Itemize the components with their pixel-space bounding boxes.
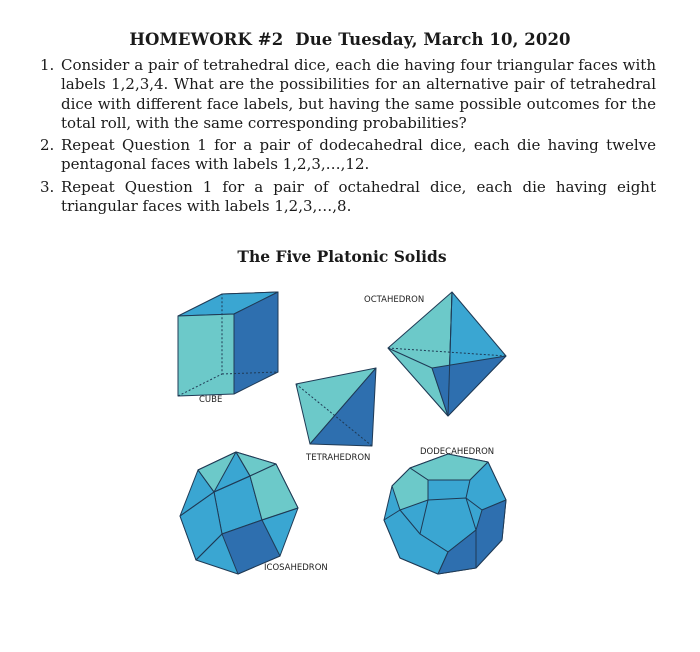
octahedron-label: OCTAHEDRON	[364, 295, 425, 305]
question-text: Repeat Question 1 for a pair of octahedral dice, each die having eight triangular faces with labels 1,2,3,…,8.	[61, 177, 656, 216]
cube-illustration	[178, 292, 278, 396]
question-item	[40, 136, 656, 175]
tetrahedron-label: TETRAHEDRON	[306, 453, 371, 463]
question-number: 2.	[40, 136, 55, 155]
question-number: 1.	[40, 56, 55, 74]
due-date: Due Tuesday, March 10, 2020	[295, 30, 571, 49]
question-list	[40, 56, 656, 219]
octahedron-illustration	[388, 292, 506, 416]
cube-label: CUBE	[199, 395, 223, 405]
homework-heading: HOMEWORK #2	[129, 30, 284, 49]
question-number: 3.	[40, 177, 55, 196]
icosahedron-illustration	[180, 452, 298, 574]
question-text: Consider a pair of tetrahedral dice, each die having four triangular faces with labels 1,2,3,4. What are the possibilities for an alternative pair of tetrahedral dice with different face labels, but having the same possible outcomes for the total roll, with the same corresponding probabilities?	[61, 56, 656, 132]
question-item	[40, 56, 656, 133]
platonic-solids-figure	[160, 280, 520, 580]
icosahedron-label: ICOSAHEDRON	[264, 563, 328, 573]
dodecahedron-illustration	[384, 454, 506, 574]
homework-title	[0, 30, 700, 49]
figure-title: The Five Platonic Solids	[237, 247, 447, 266]
question-text: Repeat Question 1 for a pair of dodecahedral dice, each die having twelve pentagonal faces with labels 1,2,3,…,12.	[61, 136, 656, 174]
tetrahedron-illustration	[296, 368, 376, 446]
question-item	[40, 178, 656, 217]
dodecahedron-label: DODECAHEDRON	[420, 447, 495, 457]
